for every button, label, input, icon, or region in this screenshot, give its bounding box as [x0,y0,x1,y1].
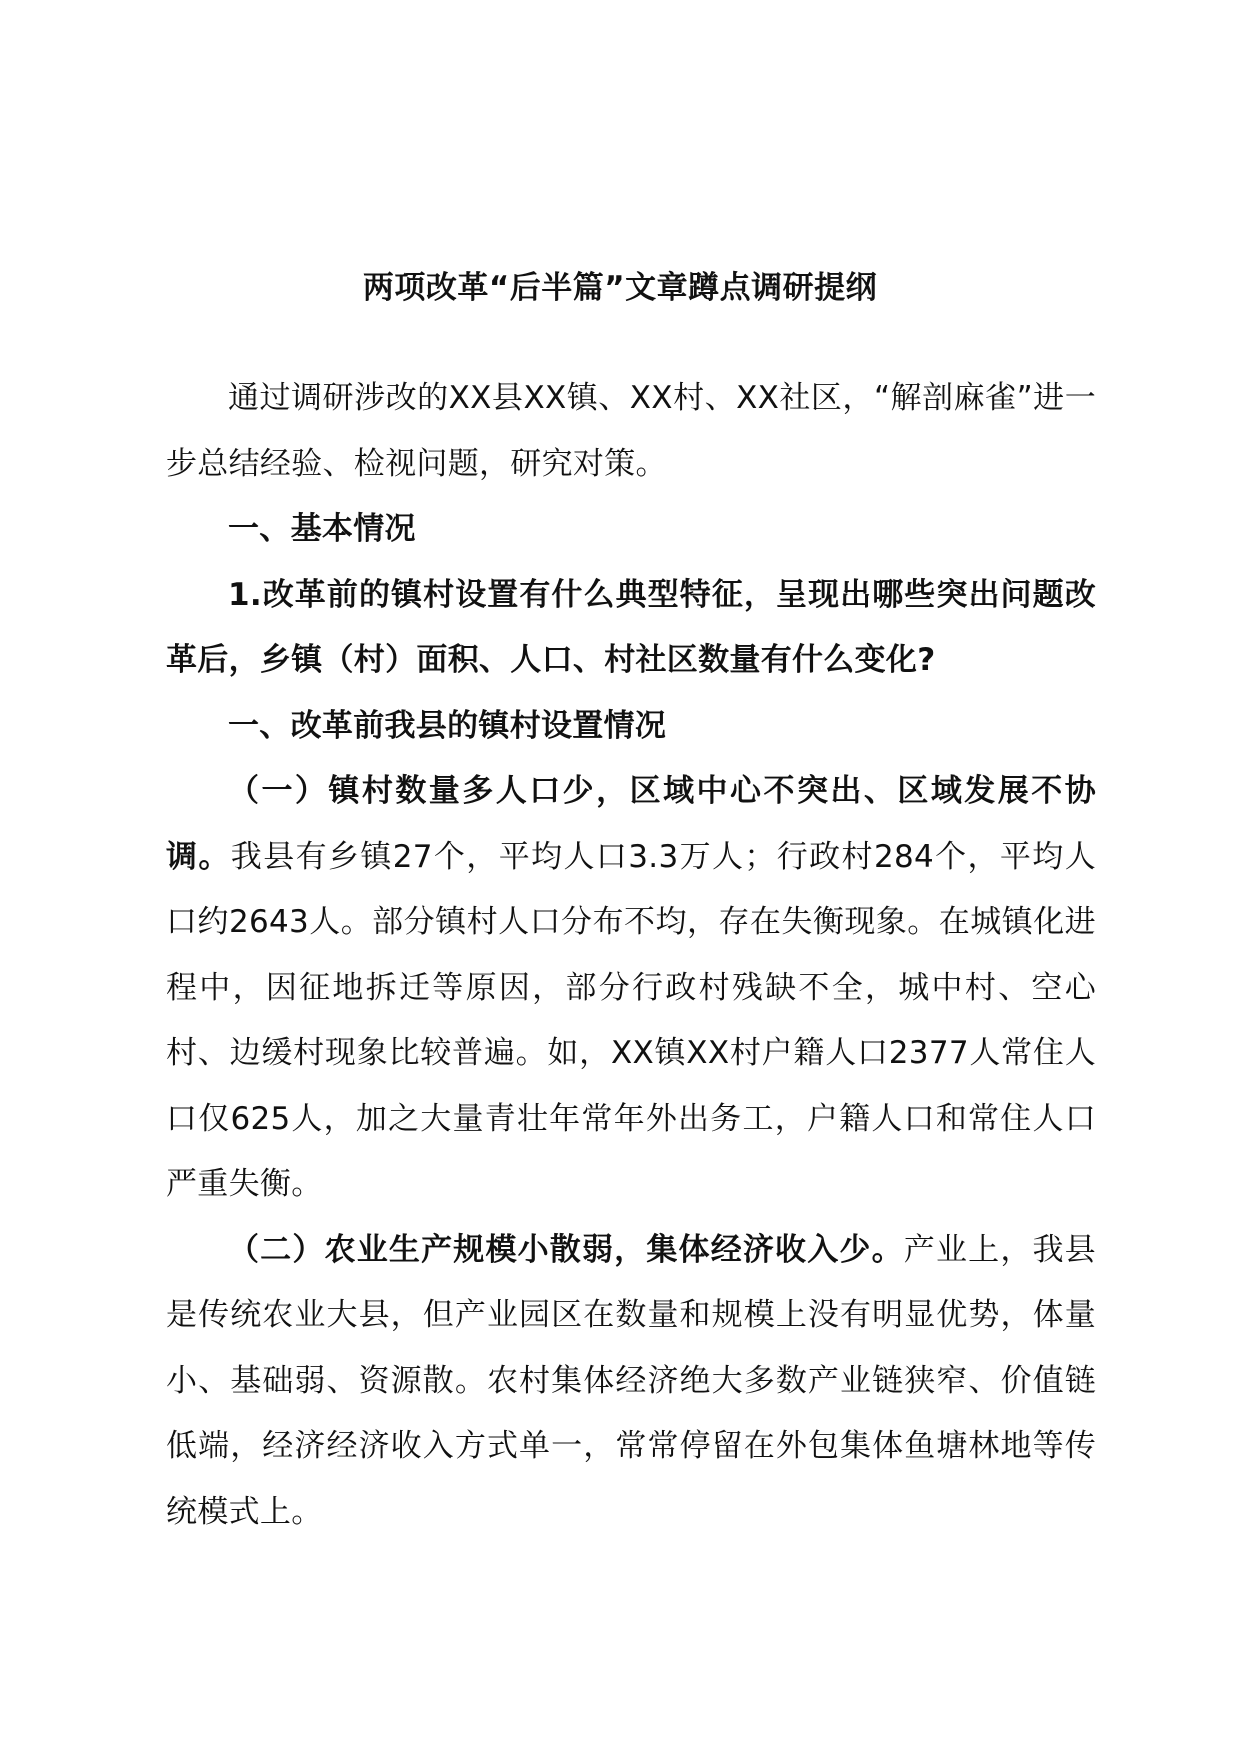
item-1-text: 我县有乡镇27个，平均人口3.3万人；行政村284个，平均人口约2643人。部分镇村人口分布不均，存在失衡现象。在城镇化进程中，因征地拆迁等原因，部分行政村残缺不全，城中村、空心村、边缓村现象比较普遍。如，XX镇XX村户籍人口2377人常住人口仅625人，加之大量青壮年常年外出务工，户籍人口和常住人口严重失衡。 [166,838,1096,1202]
intro-paragraph: 通过调研涉改的XX县XX镇、XX村、XX社区，“解剖麻雀”进一步总结经验、检视问题，研究对策。 [166,380,1096,482]
item-paragraph-1 [166,759,1096,1218]
item-paragraph-2 [166,1218,1096,1546]
item-2-heading: （二）农业生产规模小散弱，集体经济收入少。 [228,1231,904,1268]
subsection-heading: 一、改革前我县的镇村设置情况 [228,707,667,744]
item-2-text: 产业上，我县是传统农业大县，但产业园区在数量和规模上没有明显优势，体量小、基础弱、资源散。农村集体经济绝大多数产业链狭窄、价值链低端，经济经济收入方式单一，常常停留在外包集体鱼塘林地等传统模式上。 [166,1231,1096,1530]
section-heading-basic: 一、基本情况 [228,511,416,547]
question-paragraph: 1.改革前的镇村设置有什么典型特征，呈现出哪些突出问题改革后，乡镇（村）面积、人口、村社区数量有什么变化? [166,576,1096,678]
document-body [166,366,1096,1545]
item-1-heading: （一）镇村数量多人口少，区域中心不突出、区域发展不协调。 [166,773,1096,875]
document-title: 两项改革“后半篇”文章蹲点调研提纲 [362,270,878,306]
